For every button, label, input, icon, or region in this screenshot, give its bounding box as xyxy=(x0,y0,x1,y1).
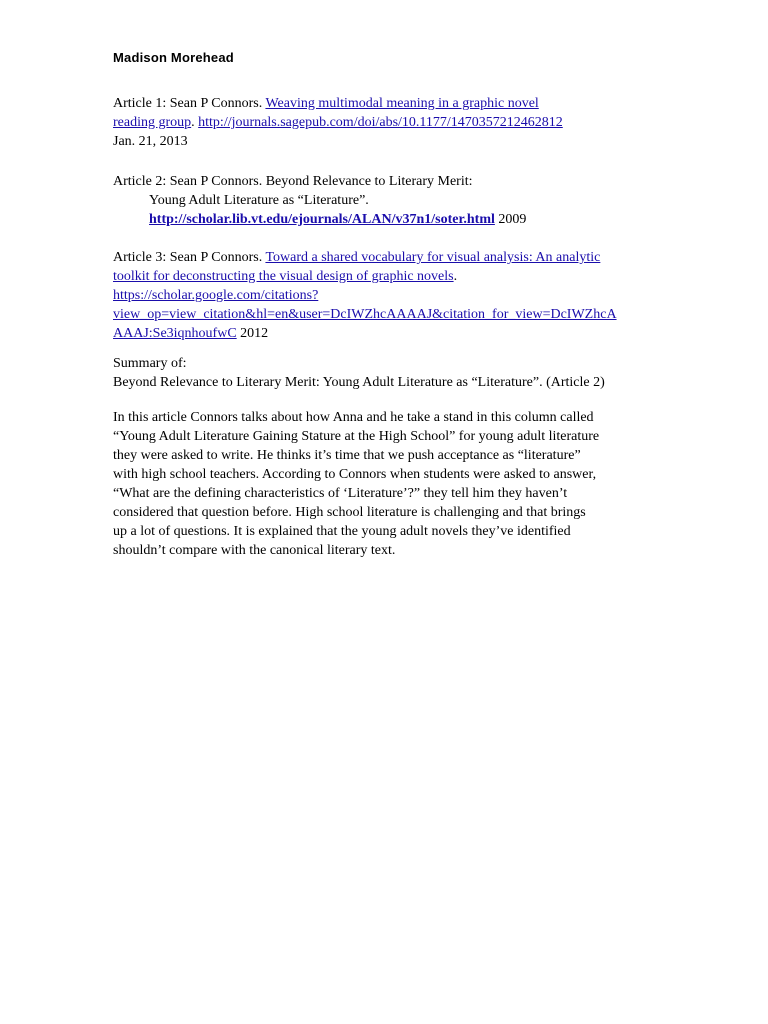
article-2-url-link[interactable]: http://scholar.lib.vt.edu/ejournals/ALAN/v37n1/soter.html xyxy=(149,212,495,227)
article-3-title-link[interactable]: Toward a shared vocabulary for visual analysis: An analytic xyxy=(265,250,601,265)
author-name: Madison Morehead xyxy=(113,50,234,65)
article-1 xyxy=(113,94,658,151)
summary-line: they were asked to write. He thinks it’s time that we push acceptance as “literature” xyxy=(113,448,581,463)
article-3-period: . xyxy=(453,269,458,284)
article-1-title-link[interactable]: Weaving multimodal meaning in a graphic novel xyxy=(265,96,539,111)
article-1-date: Jan. 21, 2013 xyxy=(113,134,188,149)
article-2-line1: Article 2: Sean P Connors. Beyond Relevance to Literary Merit: xyxy=(113,174,473,189)
article-2-line2: Young Adult Literature as “Literature”. xyxy=(149,193,369,208)
article-3-title-link-cont[interactable]: toolkit for deconstructing the visual design of graphic novels xyxy=(113,269,454,284)
article-3-url-link-end[interactable]: AAAJ:Se3iqnhoufwC xyxy=(113,326,237,341)
article-1-separator: . xyxy=(191,115,199,130)
summary-paragraph xyxy=(113,408,658,560)
summary-line: up a lot of questions. It is explained that the young adult novels they’ve identified xyxy=(113,524,571,539)
article-2-year: 2009 xyxy=(494,212,527,227)
summary-subject: Beyond Relevance to Literary Merit: Young Adult Literature as “Literature”. (Article 2) xyxy=(113,375,605,390)
article-3-year: 2012 xyxy=(236,326,269,341)
summary-line: “What are the defining characteristics of ‘Literature’?” they tell him they haven’t xyxy=(113,486,568,501)
article-3-prefix: Article 3: Sean P Connors. xyxy=(113,250,266,265)
article-3-url-link[interactable]: https://scholar.google.com/citations? xyxy=(113,288,319,303)
summary-line: considered that question before. High school literature is challenging and that brings xyxy=(113,505,586,520)
article-3 xyxy=(113,248,658,343)
article-1-url-link[interactable]: http://journals.sagepub.com/doi/abs/10.1177/1470357212462812 xyxy=(198,115,563,130)
summary-header xyxy=(113,354,658,392)
summary-line: “Young Adult Literature Gaining Stature at the High School” for young adult literature xyxy=(113,429,600,444)
summary-line: In this article Connors talks about how Anna and he take a stand in this column called xyxy=(113,410,594,425)
summary-line: with high school teachers. According to Connors when students were asked to answer, xyxy=(113,467,597,482)
article-2 xyxy=(113,172,658,229)
summary-line: shouldn’t compare with the canonical literary text. xyxy=(113,543,396,558)
article-1-prefix: Article 1: Sean P Connors. xyxy=(113,96,266,111)
article-3-url-link-cont[interactable]: view_op=view_citation&hl=en&user=DcIWZhcAAAAJ&citation_for_view=DcIWZhcA xyxy=(113,307,617,322)
summary-heading: Summary of: xyxy=(113,356,187,371)
article-1-title-link-cont[interactable]: reading group xyxy=(113,115,192,130)
